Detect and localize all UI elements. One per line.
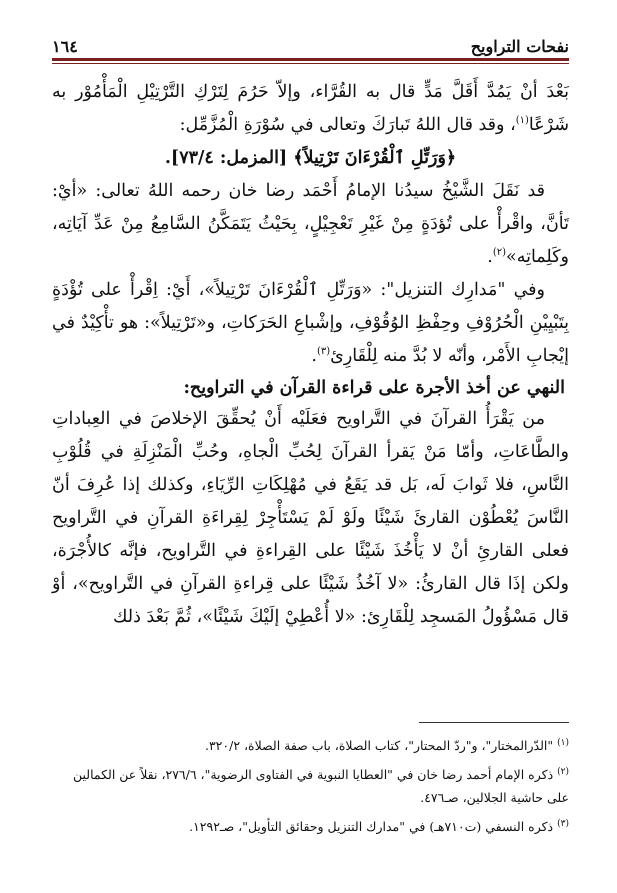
- paragraph-3: وفي "مَدارِك التنزيل": «وَرَتِّلِ ٱلْقُرْءَانَ تَرْتِيلاً»، أَيْ: اِقْرأْ على تُؤْدَةٍ بِتَبْيِيْنِ الْحُرُوْفِ وحِفْظِ الوُقُوْفِ، وإشْباعِ الحَرَكاتِ، و«تَرْتِيلاً»: هو تأْكِيْدٌ في إيْجابِ الأَمْر، وأنّه لا بُدَّ منه لِلْقَارِئ$^{(٣)}$.: [52, 280, 569, 366]
- page-number: ١٦٤: [52, 37, 78, 56]
- paragraph-2: قد نَقَلَ الشَّيْخُ سيدُنا الإمامُ أَحْمَد رضا خان رحمه اللهُ تعالى: «أيْ: تَأنَّ، واقْرأْ على تُؤدَةٍ مِنْ غَيْرِ تَعْجِيْلٍ، بِحَيْثُ يَتَمَكَّنُ السَّامِعُ مِنْ عَدِّ آيَاتِه، وكَلِماتِه»$^{(٢)}$.: [52, 181, 569, 267]
- footnote-3: $^{(٣)}$ ذكره النسفي (ت٧١٠هـ) في "مدارك التنزيل وحقائق التأويل"، صـ١٢٩٢.: [189, 818, 569, 834]
- footnotes: [52, 734, 569, 844]
- quran-verse: ﴿وَرَتِّلِ ٱلْقُرْءَانَ تَرْتِيلاً﴾ [المزمل: ٧٣/٤].: [164, 148, 457, 168]
- main-text: [52, 76, 569, 634]
- footnote-separator: [419, 722, 569, 723]
- footnote-ref-3: (٣): [316, 346, 331, 358]
- header-rule-thick: [52, 58, 569, 61]
- footnote-ref-2: (٢): [492, 247, 506, 259]
- section-heading: النهي عن أخذ الأجرة على قراءة القرآن في التراويح:: [183, 378, 565, 398]
- paragraph-4: من يَقْرَأُ القرآنَ في التَّراويح فعَلَيْه أَنْ يُحقِّقَ الإخلاصَ في العِباداتِ والطَّاعَاتِ، وأمّا مَنْ يَقرأ القرآنَ لِحُبِّ الْجاهِ، وحُبِّ الْمَنْزِلَةِ في قُلُوْبِ النَّاسِ، فلا ثَوابَ لَه، بَل قد يَقَعُ في مُهْلِكَاتِ الرِّيَاءِ، وكذلك إذا عُرِفَ أنّ النَّاسَ يُعْطُوْن القارئَ شَيْئًا ولَوْ لَمْ يَسْتَأْجِرْ لِقِراءَةِ القرآنِ في التَّراويح فعلى القارئِ أنْ لا يَأْخُذَ شَيْئًا على القِراءةِ في التَّراويح، فإنَّه كالأُجْرَة، ولكن إذَا قال القارئُ: «لا آخُذُ شَيْئًا على قِراءةِ القرآنِ في التَّراويح»، أوْ قال مَسْؤُولُ المَسجِد لِلْقَارِئ: «لا أُعْطِيْ إلَيْكَ شَيْئًا»، ثُمَّ بَعْدَ ذلك: [52, 409, 569, 627]
- footnote-1: $^{(١)}$ "الدّرالمختار"، و"ردّ المحتار"، كتاب الصلاة، باب صفة الصلاة، ٣٢٠/٢.: [204, 737, 569, 753]
- page-header: [52, 30, 569, 56]
- header-rule-thin: [52, 63, 569, 64]
- running-title: نفحات التراويح: [470, 37, 569, 56]
- footnote-ref-1: (١): [515, 115, 529, 127]
- footnote-2: $^{(٢)}$ ذكره الإمام أحمد رضا خان في "العطايا النبوية في الفتاوى الرضوية"، ٢٧٦/٦، نقلاً عن الكمالين على حاشية الجلالين، صـ٤٧٦.: [72, 766, 569, 805]
- paragraph-1: بَعْدَ أنْ يَمُدَّ أَقَلَّ مَدٍّ قال به القُرَّاء، وإلاّ حَرُمَ لِتَرْكِ التَّرْتِيْلِ الْمَأْمُوْر به شَرْعًا$^{(١)}$، وقد قال اللهُ تَبارَكَ وتعالى في سُوْرَةِ الْمُزَّمِّل:: [52, 82, 569, 135]
